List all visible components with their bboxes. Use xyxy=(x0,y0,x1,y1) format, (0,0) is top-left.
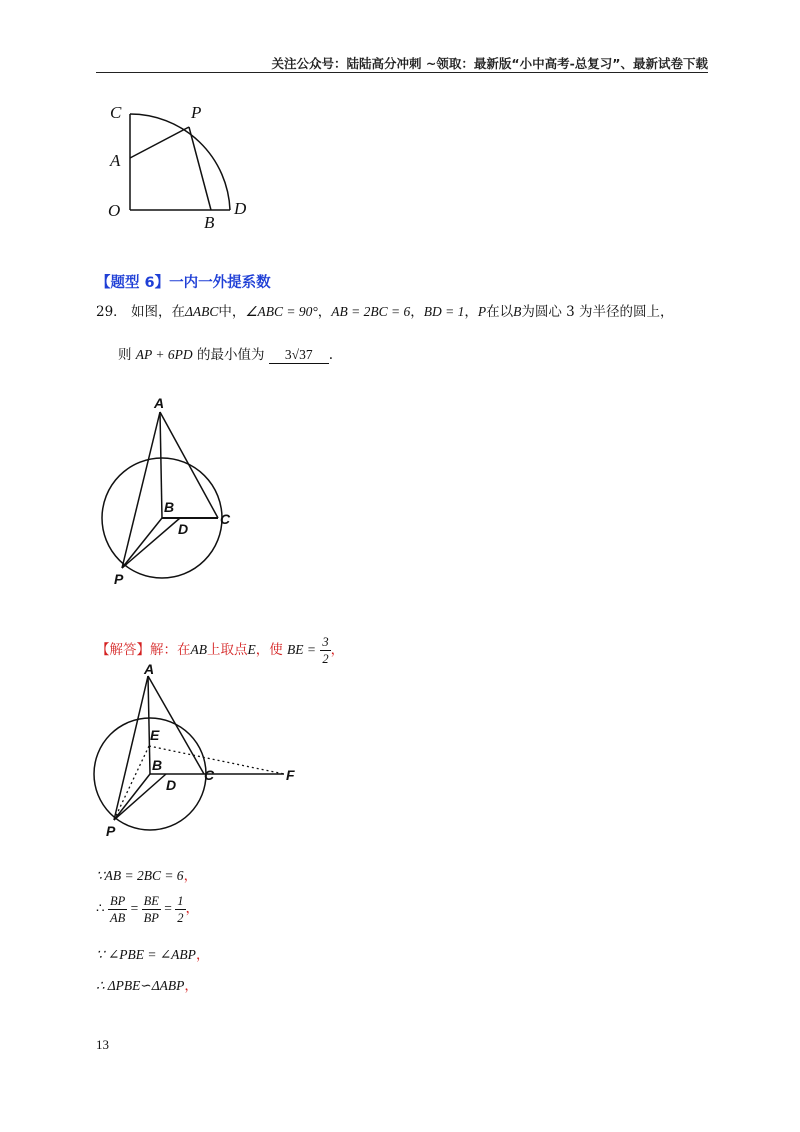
segment-pb xyxy=(189,127,211,210)
label-a: A xyxy=(144,661,155,677)
segment-ef-dashed xyxy=(149,746,284,774)
solution-step-3: ∵ ∠PBE = ∠ABP， xyxy=(96,947,210,963)
segment-dp xyxy=(122,518,180,568)
label-d: D xyxy=(234,199,247,218)
page-header: 关注公众号：陆陆高分冲刺 ~领取：最新版“小中高考-总复习”、最新试卷下载 xyxy=(271,56,708,71)
page-number: 13 xyxy=(96,1037,109,1052)
problem-number: 29． xyxy=(96,304,127,320)
label-e: E xyxy=(150,727,160,743)
solution-step-1: ∵AB = 2BC = 6， xyxy=(96,868,198,884)
label-c: C xyxy=(220,511,231,527)
label-o: O xyxy=(108,201,121,220)
label-a: A xyxy=(110,151,121,170)
label-p: P xyxy=(114,571,124,587)
quarter-arc xyxy=(130,114,230,210)
label-b: B xyxy=(204,213,215,232)
segment-dp xyxy=(114,774,166,820)
header-rule xyxy=(96,72,708,73)
label-b: B xyxy=(164,499,175,515)
problem-statement: 29． 如图，在ΔABC中，∠ABC = 90°，AB = 2BC = 6，BD = 1，P在以B为圆心 3 为半径的圆上， xyxy=(96,304,674,320)
section-title: 【题型 6】一内一外提系数 xyxy=(96,275,271,291)
label-p: P xyxy=(191,103,202,122)
figure-quarter-circle xyxy=(100,96,260,236)
segment-ab xyxy=(148,676,150,774)
solution-step-4: ∴ ΔPBE∽ΔABP， xyxy=(96,978,198,994)
solution-header: 【解答】解：在AB上取点E，使 BE = $\frac{3}{2}$ ， xyxy=(96,635,345,666)
solution-step-2: ∴ $\frac{BP}{AB}$ = $\frac{BE}{BP}$ = $\frac{1}{2}$ ， xyxy=(96,894,200,925)
label-c: C xyxy=(204,767,215,783)
problem-question-line: 则 AP + 6PD 的最小值为 3√37 . xyxy=(118,347,334,363)
figure-triangle-circle xyxy=(96,390,256,590)
answer-blank: 3√37 xyxy=(269,347,329,364)
segment-ab xyxy=(160,412,162,518)
label-f: F xyxy=(286,767,295,783)
figure-solution-construction xyxy=(92,660,332,850)
label-c: C xyxy=(110,103,122,122)
label-a: A xyxy=(154,395,165,411)
label-p: P xyxy=(106,823,116,839)
segment-ap xyxy=(130,127,189,158)
label-b: B xyxy=(152,757,163,773)
label-d: D xyxy=(166,777,177,793)
label-d: D xyxy=(178,521,189,537)
fraction-3-2: $\frac{3}{2}$ xyxy=(322,635,329,666)
